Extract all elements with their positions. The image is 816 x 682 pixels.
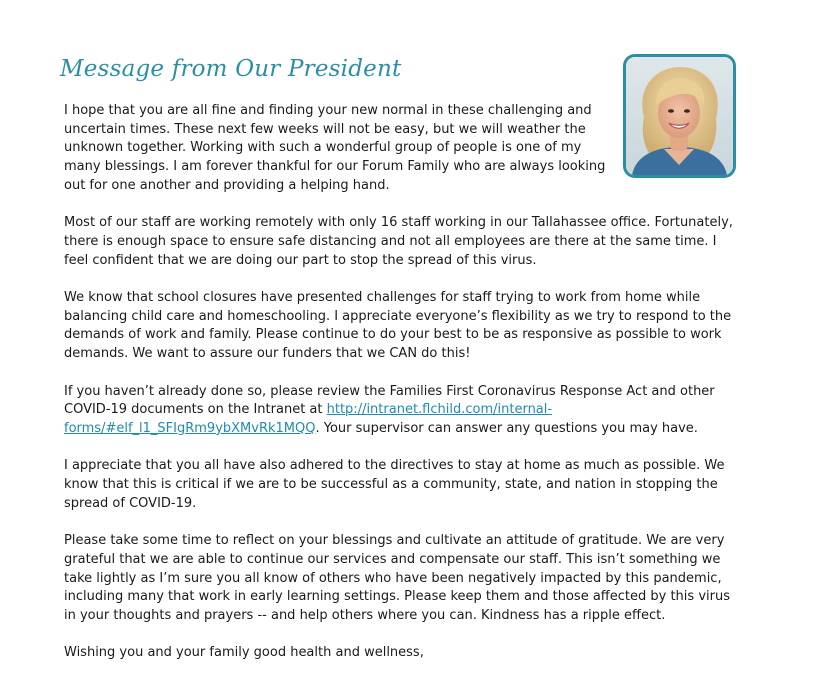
paragraph-4-text-after: . Your supervisor can answer any questions you may have. xyxy=(315,420,698,436)
paragraph-5: I appreciate that you all have also adhered to the directives to stay at home as much as possible. We know that this is critical if we are to be successful as a community, state, and nation in stopping the spread of COVID-19. xyxy=(64,458,725,511)
paragraph-1: I hope that you are all fine and finding your new normal in these challenging and uncertain times. These next few weeks will not be easy, but we will weather the unknown together. Working with such a wonderful group of people is one of my many blessings. I am forever thankful for our Forum Family who are always looking out for one another and providing a helping hand. xyxy=(64,103,606,193)
paragraph-6: Please take some time to reflect on your blessings and cultivate an attitude of gratitude. We are very grateful that we are able to continue our services and compensate our staff. This isn’t something we take lightly as I’m sure you all know of others who have been negatively impacted by this pandemic, including many that work in early learning settings. Please keep them and those affected by this virus in your thoughts and prayers -- and help others where you can. Kindness has a ripple effect. xyxy=(64,533,730,623)
paragraph-3: We know that school closures have presented challenges for staff trying to work from home while balancing child care and homeschooling. I appreciate everyone’s flexibility as we try to respond to the demands of work and family. Please continue to do your best to be as responsive as possible to work demands. We want to assure our funders that we CAN do this! xyxy=(64,290,732,362)
paragraph-2: Most of our staff are working remotely with only 16 staff working in our Tallahassee office. Fortunately, there is enough space to ensure safe distancing and not all employees are there at the same time. I feel confident that we are doing our part to stop the spread of this virus. xyxy=(64,215,733,268)
paragraph-4-text-before: If you haven’t already done so, please review the Families First Coronavirus Response Act and other COVID-19 documents on the Intranet at xyxy=(64,383,715,418)
paragraph-4 xyxy=(64,383,740,439)
page-title: Message from Our President xyxy=(60,56,402,82)
letter-body xyxy=(64,102,740,682)
paragraph-7: Wishing you and your family good health and wellness, xyxy=(64,645,424,661)
intranet-link[interactable]: http://intranet.flchild.com/internal-forms/#elf_l1_SFIgRm9ybXMvRk1MQQ xyxy=(64,402,553,436)
